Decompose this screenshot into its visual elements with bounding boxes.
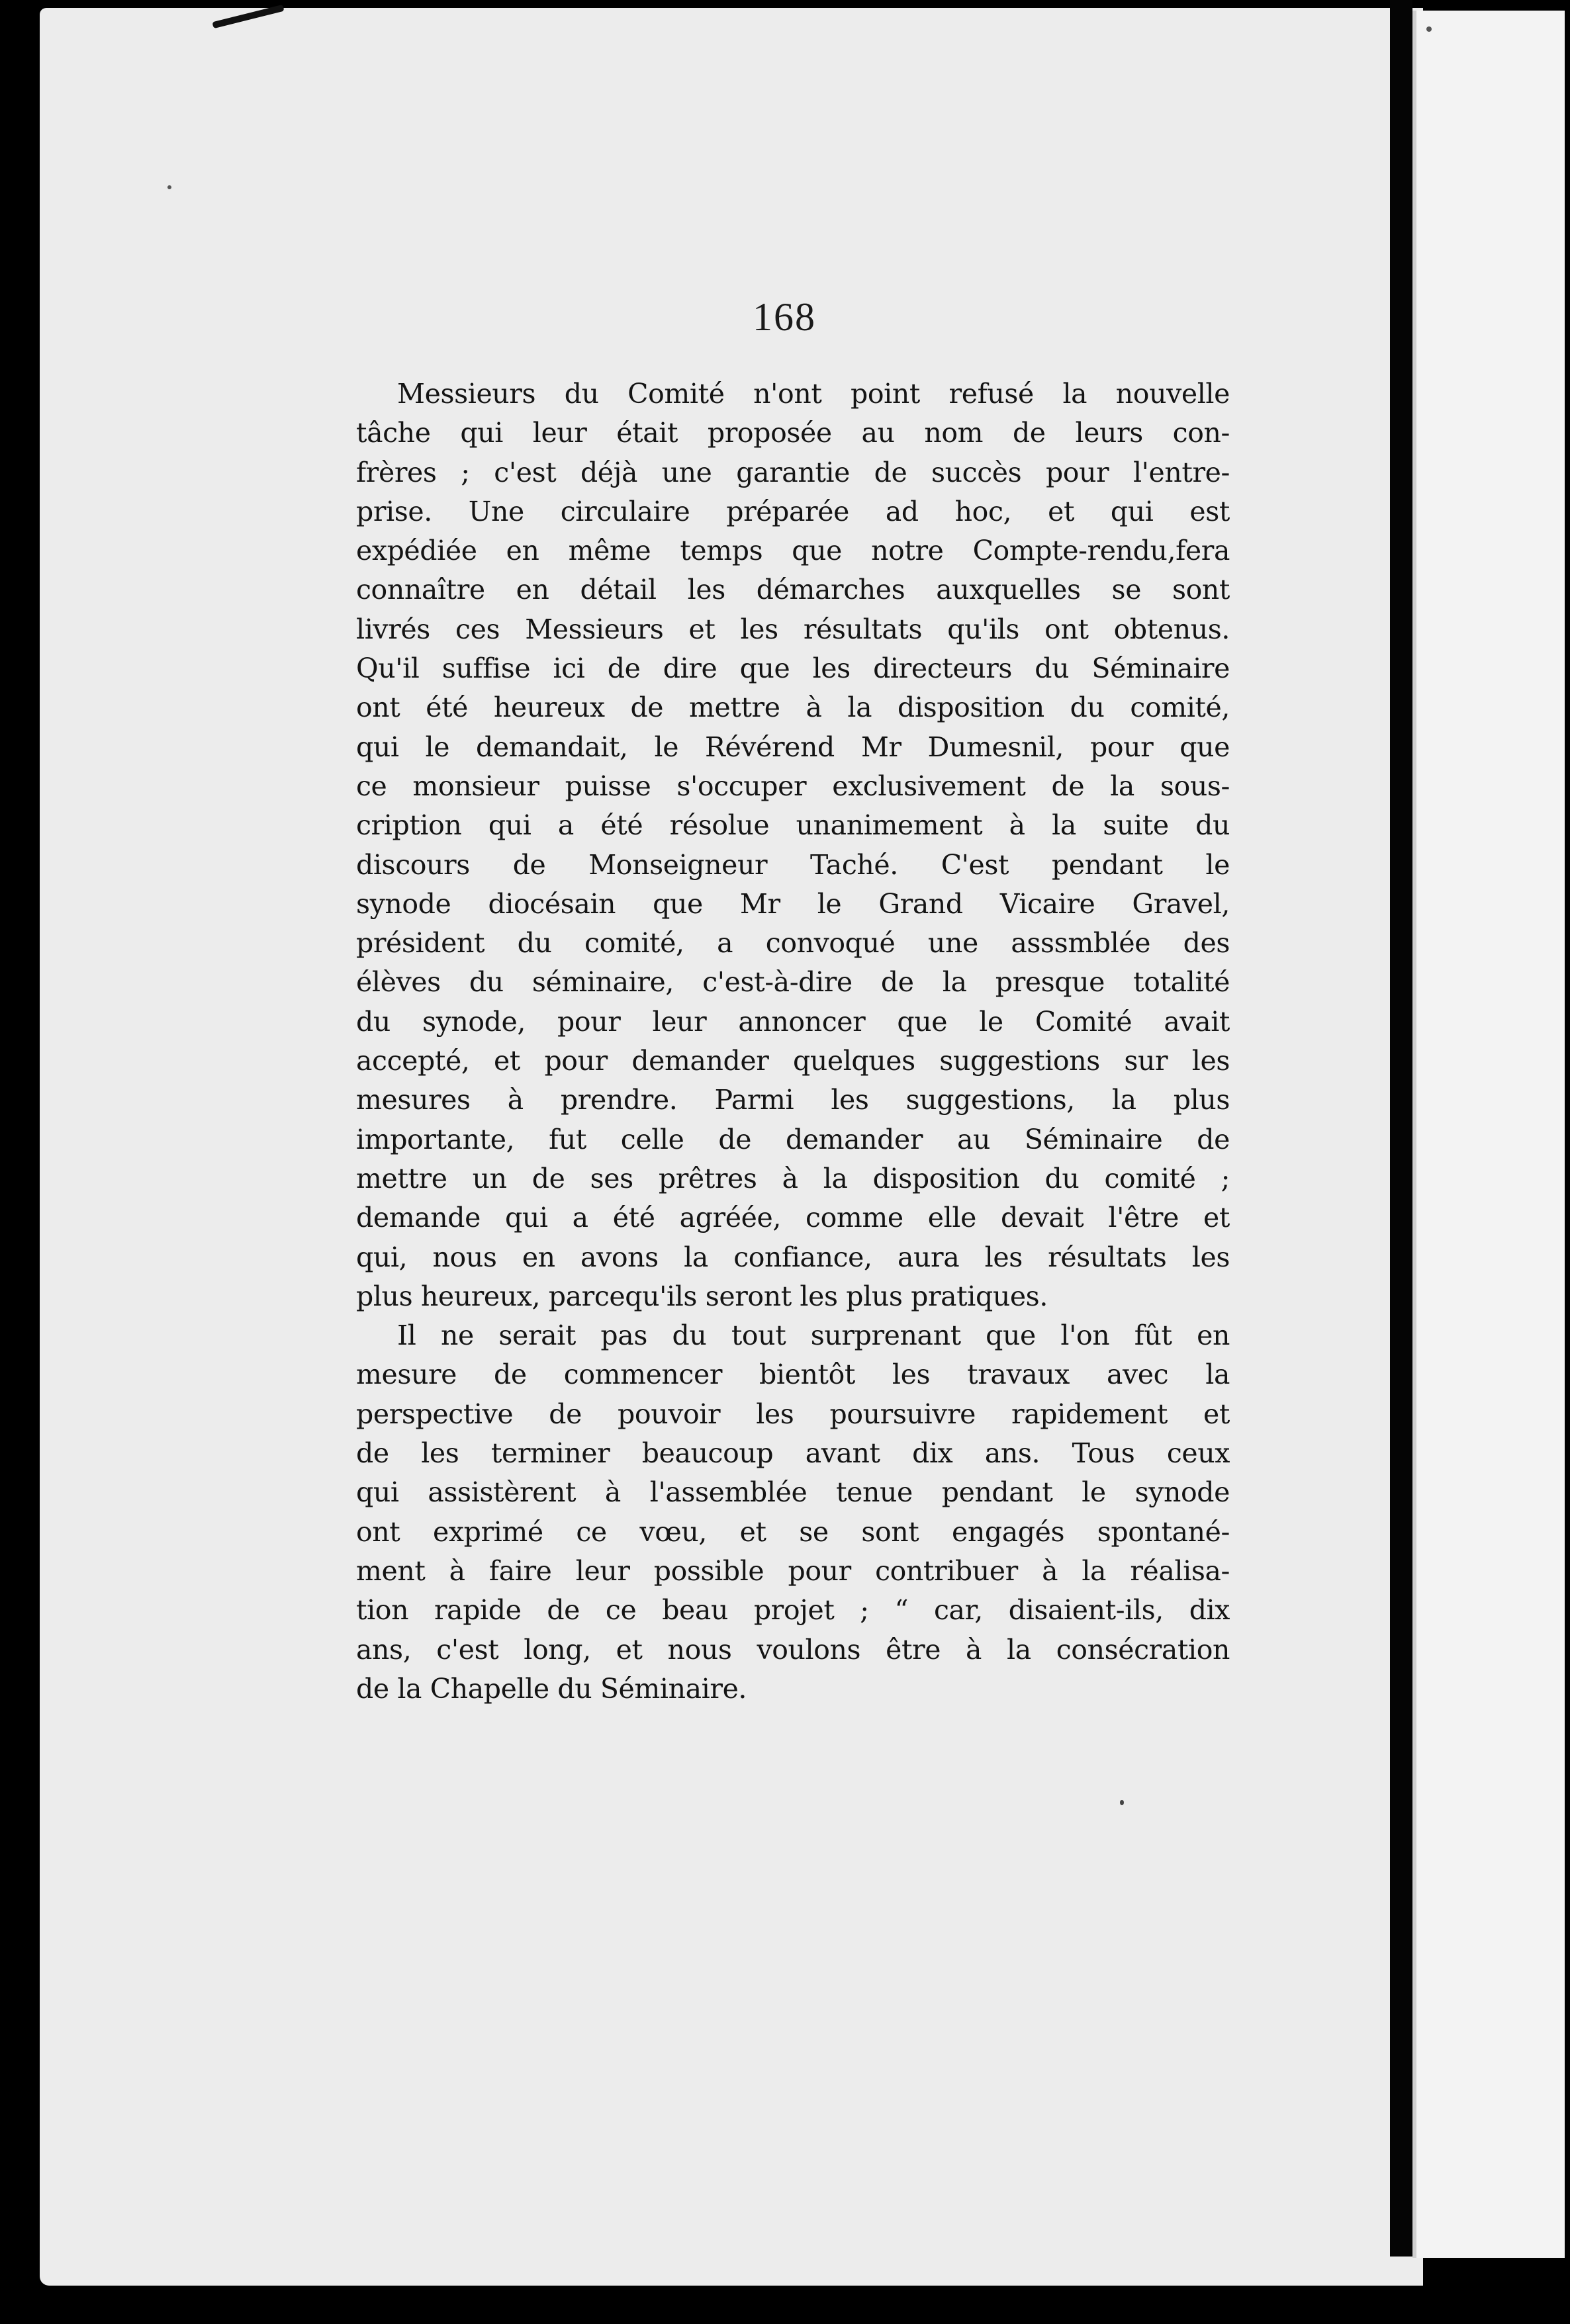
text-line: qui assistèrent à l'assemblée tenue pendant le synode — [356, 1476, 1230, 1509]
body-text — [356, 375, 1230, 1709]
text-line: ment à faire leur possible pour contribuer à la réalisa- — [356, 1554, 1230, 1587]
text-line: frères ; c'est déjà une garantie de succès pour l'entre- — [356, 456, 1230, 488]
text-line: de les terminer beaucoup avant dix ans. Tous ceux — [356, 1437, 1230, 1470]
text-line: discours de Monseigneur Taché. C'est pendant le — [356, 848, 1230, 881]
text-line: ce monsieur puisse s'occuper exclusivement de la sous- — [356, 770, 1230, 802]
speck — [1426, 26, 1432, 32]
page-number: 168 — [753, 295, 816, 339]
text-line: Il ne serait pas du tout surprenant que l'on fût en — [397, 1319, 1230, 1352]
text-line: mettre un de ses prêtres à la disposition du comité ; — [356, 1162, 1230, 1194]
text-line: ans, c'est long, et nous voulons être à la consécration — [356, 1633, 1230, 1666]
text-line: plus heureux, parcequ'ils seront les plus pratiques. — [356, 1280, 1048, 1312]
text-line: accepté, et pour demander quelques suggestions sur les — [356, 1045, 1230, 1077]
text-line: demande qui a été agréée, comme elle devait l'être et — [356, 1202, 1230, 1234]
text-line: tion rapide de ce beau projet ; “ car, disaient-ils, dix — [356, 1594, 1230, 1627]
text-line: perspective de pouvoir les poursuivre rapidement et — [356, 1398, 1230, 1430]
text-line: Qu'il suffise ici de dire que les directeurs du Séminaire — [356, 652, 1230, 685]
text-line: du synode, pour leur annoncer que le Comité avait — [356, 1005, 1230, 1038]
text-line: qui le demandait, le Révérend Mr Dumesnil, pour que — [356, 731, 1230, 763]
text-line: tâche qui leur était proposée au nom de leurs con- — [356, 417, 1230, 449]
adjacent-page-shadow — [1412, 11, 1416, 2258]
adjacent-page-strip — [1412, 11, 1565, 2258]
speck — [167, 185, 171, 189]
text-line: qui, nous en avons la confiance, aura les résultats les — [356, 1241, 1230, 1273]
text-line: élèves du séminaire, c'est-à-dire de la presque totalité — [356, 966, 1230, 999]
text-line: ont exprimé ce vœu, et se sont engagés spontané- — [356, 1515, 1230, 1548]
text-line: président du comité, a convoqué une asssmblée des — [356, 927, 1230, 960]
text-line: connaître en détail les démarches auxquelles se sont — [356, 574, 1230, 606]
text-line: ont été heureux de mettre à la disposition du comité, — [356, 692, 1230, 724]
text-line: importante, fut celle de demander au Séminaire de — [356, 1123, 1230, 1155]
text-line: mesure de commencer bientôt les travaux avec la — [356, 1359, 1230, 1391]
text-line: mesures à prendre. Parmi les suggestions, la plus — [356, 1084, 1230, 1116]
paragraph — [356, 375, 1230, 1316]
text-line: synode diocésain que Mr le Grand Vicaire Gravel, — [356, 887, 1230, 920]
text-line: cription qui a été résolue unanimement à la suite du — [356, 809, 1230, 842]
text-line: Messieurs du Comité n'ont point refusé la nouvelle — [397, 378, 1230, 410]
binding-edge — [1390, 0, 1412, 2257]
speck — [1120, 1800, 1124, 1805]
text-line: prise. Une circulaire préparée ad hoc, et qui est — [356, 495, 1230, 527]
text-line: de la Chapelle du Séminaire. — [356, 1672, 747, 1705]
paragraph — [356, 1316, 1230, 1709]
text-line: expédiée en même temps que notre Compte-rendu,fera — [356, 535, 1230, 567]
text-line: livrés ces Messieurs et les résultats qu'ils ont obtenus. — [356, 613, 1230, 645]
